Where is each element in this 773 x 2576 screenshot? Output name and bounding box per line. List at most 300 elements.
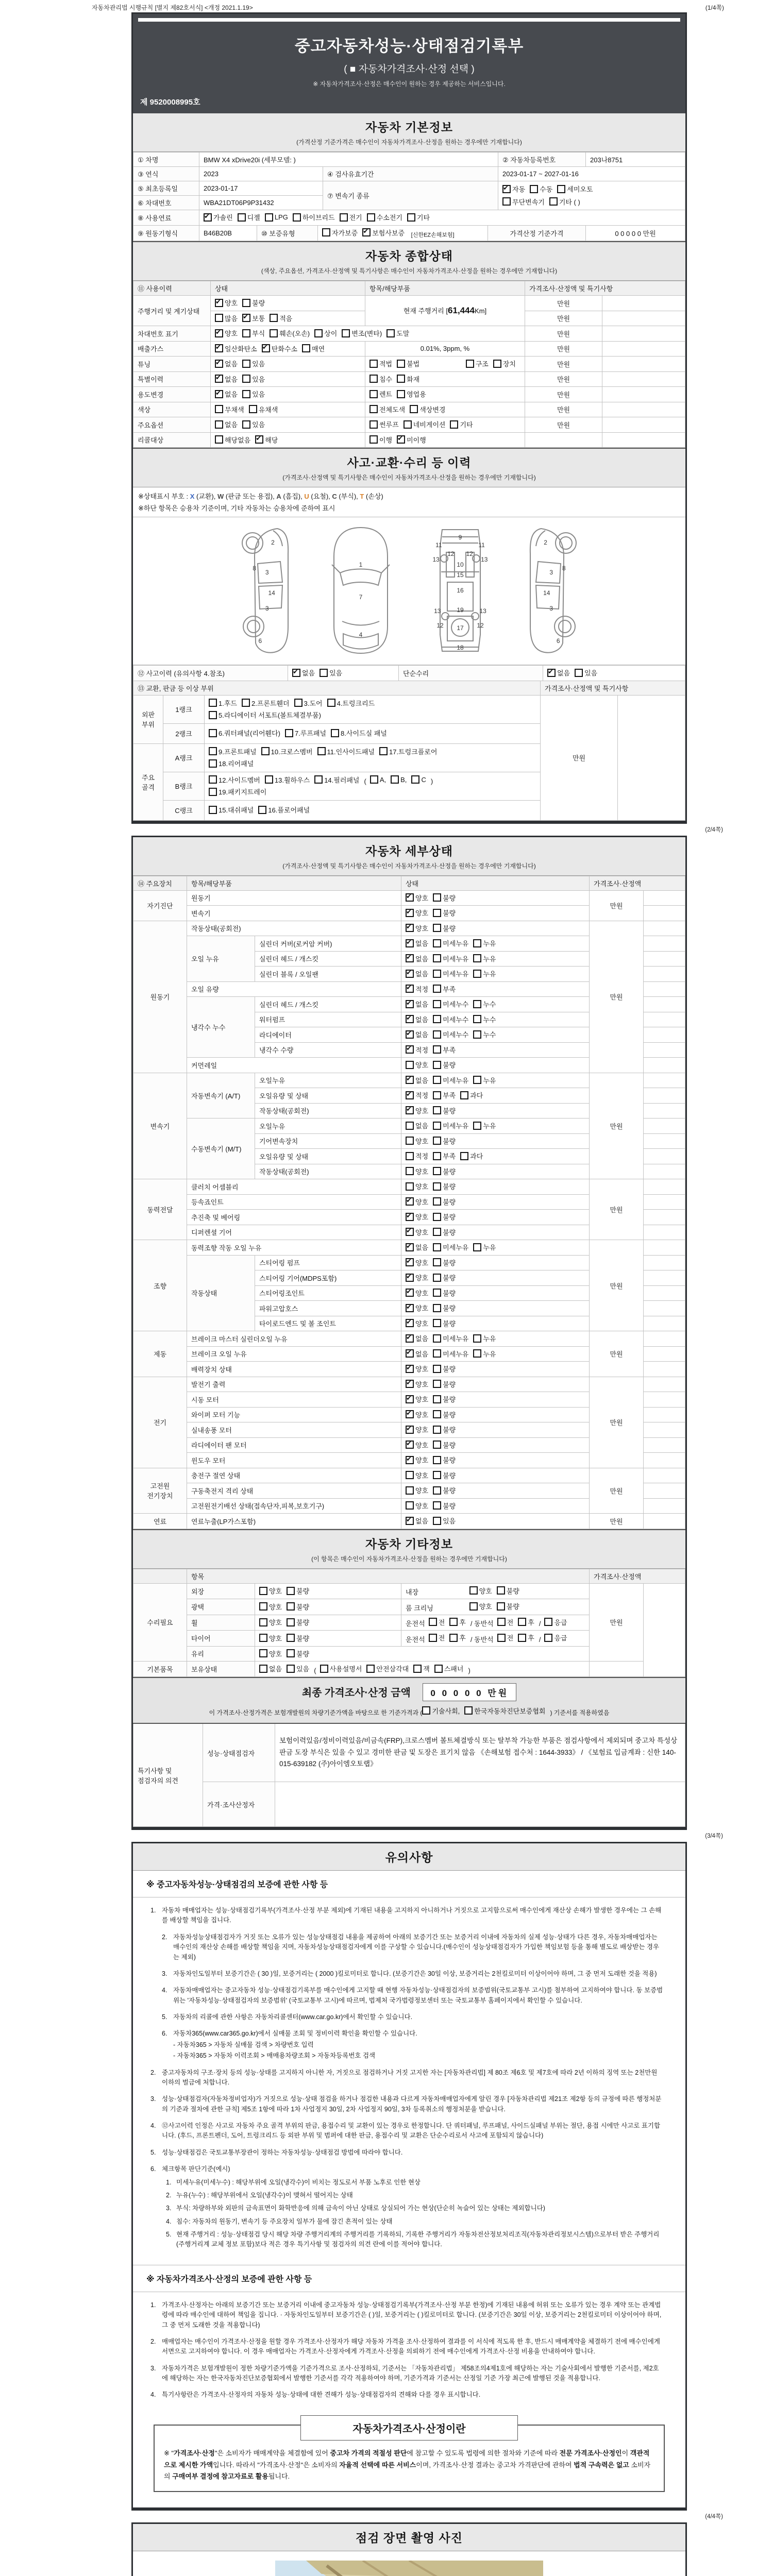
checkbox-option[interactable]: [406, 1425, 428, 1434]
checkbox-option[interactable]: [406, 938, 428, 948]
checked-checkbox-icon[interactable]: [406, 1410, 414, 1418]
checkbox-option[interactable]: [406, 923, 428, 933]
checkbox-option[interactable]: [327, 698, 375, 708]
checkbox-option[interactable]: [262, 344, 297, 353]
checkbox-option[interactable]: [391, 775, 407, 784]
unchecked-checkbox-icon[interactable]: [433, 1167, 441, 1175]
checkbox-option[interactable]: [287, 1633, 309, 1643]
checkbox-option[interactable]: [406, 908, 428, 918]
unchecked-checkbox-icon[interactable]: [433, 1517, 441, 1525]
checkbox-option[interactable]: [469, 1586, 492, 1596]
unchecked-checkbox-icon[interactable]: [433, 1213, 441, 1221]
checkbox-option[interactable]: [460, 1151, 483, 1161]
checkbox-option[interactable]: [406, 1394, 428, 1404]
unchecked-checkbox-icon[interactable]: [473, 1349, 481, 1358]
checkbox-option[interactable]: [473, 969, 496, 978]
unchecked-checkbox-icon[interactable]: [469, 1586, 478, 1595]
unchecked-checkbox-icon[interactable]: [302, 344, 310, 352]
checkbox-option[interactable]: [502, 184, 525, 194]
checked-checkbox-icon[interactable]: [406, 1304, 414, 1312]
checkbox-option[interactable]: [397, 389, 426, 399]
checkbox-option[interactable]: [530, 184, 552, 194]
checkbox-option[interactable]: [242, 698, 290, 708]
unchecked-checkbox-icon[interactable]: [433, 1000, 441, 1008]
checkbox-option[interactable]: [369, 374, 392, 384]
checkbox-option[interactable]: [204, 212, 233, 222]
unchecked-checkbox-icon[interactable]: [497, 1602, 505, 1611]
unchecked-checkbox-icon[interactable]: [209, 699, 217, 707]
checkbox-option[interactable]: [366, 1664, 409, 1673]
unchecked-checkbox-icon[interactable]: [406, 1167, 414, 1175]
checked-checkbox-icon[interactable]: [406, 1395, 414, 1403]
unchecked-checkbox-icon[interactable]: [433, 1365, 441, 1373]
checked-checkbox-icon[interactable]: [406, 1365, 414, 1373]
checked-checkbox-icon[interactable]: [362, 228, 371, 236]
checked-checkbox-icon[interactable]: [406, 1349, 414, 1358]
unchecked-checkbox-icon[interactable]: [473, 1076, 481, 1084]
checkbox-option[interactable]: [242, 313, 265, 323]
checkbox-option[interactable]: [433, 1333, 468, 1343]
unchecked-checkbox-icon[interactable]: [209, 729, 217, 737]
checked-checkbox-icon[interactable]: [406, 1319, 414, 1327]
unchecked-checkbox-icon[interactable]: [433, 1471, 441, 1479]
checkbox-option[interactable]: [215, 313, 238, 323]
checkbox-option[interactable]: [406, 1318, 428, 1328]
unchecked-checkbox-icon[interactable]: [433, 1410, 441, 1418]
checkbox-option[interactable]: [259, 1617, 282, 1627]
checkbox-option[interactable]: [544, 1617, 567, 1627]
unchecked-checkbox-icon[interactable]: [259, 1634, 267, 1642]
checkbox-option[interactable]: [433, 923, 456, 933]
unchecked-checkbox-icon[interactable]: [258, 806, 266, 814]
checkbox-option[interactable]: [259, 1602, 282, 1612]
checkbox-option[interactable]: [406, 1151, 428, 1161]
checkbox-option[interactable]: [406, 1516, 428, 1526]
unchecked-checkbox-icon[interactable]: [433, 1122, 441, 1130]
unchecked-checkbox-icon[interactable]: [544, 1618, 552, 1626]
checkbox-option[interactable]: [314, 328, 337, 338]
checkbox-option[interactable]: [406, 1242, 428, 1252]
checkbox-option[interactable]: [261, 747, 313, 756]
unchecked-checkbox-icon[interactable]: [473, 954, 481, 962]
checkbox-option[interactable]: [404, 419, 446, 429]
checkbox-option[interactable]: [433, 1197, 456, 1207]
unchecked-checkbox-icon[interactable]: [406, 1122, 414, 1130]
unchecked-checkbox-icon[interactable]: [209, 747, 217, 755]
unchecked-checkbox-icon[interactable]: [270, 329, 278, 337]
checkbox-option[interactable]: [411, 775, 426, 784]
unchecked-checkbox-icon[interactable]: [209, 775, 217, 784]
checked-checkbox-icon[interactable]: [502, 185, 511, 193]
checked-checkbox-icon[interactable]: [406, 985, 414, 993]
unchecked-checkbox-icon[interactable]: [287, 1634, 295, 1642]
checked-checkbox-icon[interactable]: [406, 1274, 414, 1282]
checkbox-option[interactable]: [450, 419, 473, 429]
unchecked-checkbox-icon[interactable]: [544, 1634, 552, 1642]
checkbox-option[interactable]: [397, 374, 419, 384]
checkbox-option[interactable]: [433, 938, 468, 948]
unchecked-checkbox-icon[interactable]: [293, 213, 301, 222]
checkbox-option[interactable]: [460, 1090, 483, 1100]
unchecked-checkbox-icon[interactable]: [242, 375, 250, 383]
unchecked-checkbox-icon[interactable]: [287, 1602, 295, 1611]
unchecked-checkbox-icon[interactable]: [369, 375, 378, 383]
unchecked-checkbox-icon[interactable]: [433, 1274, 441, 1282]
checked-checkbox-icon[interactable]: [406, 1289, 414, 1297]
unchecked-checkbox-icon[interactable]: [433, 1061, 441, 1069]
checkbox-option[interactable]: [406, 1075, 428, 1085]
unchecked-checkbox-icon[interactable]: [433, 1091, 441, 1099]
unchecked-checkbox-icon[interactable]: [320, 669, 328, 677]
checkbox-option[interactable]: [547, 668, 570, 677]
checked-checkbox-icon[interactable]: [397, 435, 405, 444]
checkbox-option[interactable]: [433, 1349, 468, 1359]
checked-checkbox-icon[interactable]: [406, 1015, 414, 1023]
checkbox-option[interactable]: [497, 1617, 514, 1627]
checkbox-option[interactable]: [215, 374, 238, 384]
unchecked-checkbox-icon[interactable]: [433, 1045, 441, 1054]
checkbox-option[interactable]: [406, 1121, 428, 1130]
unchecked-checkbox-icon[interactable]: [314, 775, 323, 784]
checkbox-option[interactable]: [433, 1106, 456, 1115]
checked-checkbox-icon[interactable]: [406, 1045, 414, 1054]
unchecked-checkbox-icon[interactable]: [433, 1289, 441, 1297]
checkbox-option[interactable]: [433, 1151, 456, 1161]
unchecked-checkbox-icon[interactable]: [369, 360, 378, 368]
unchecked-checkbox-icon[interactable]: [433, 909, 441, 917]
checkbox-option[interactable]: [406, 1212, 428, 1222]
checkbox-option[interactable]: [287, 1649, 309, 1658]
checkbox-option[interactable]: [369, 359, 392, 368]
unchecked-checkbox-icon[interactable]: [242, 699, 250, 707]
unchecked-checkbox-icon[interactable]: [270, 314, 278, 322]
checkbox-option[interactable]: [406, 1303, 428, 1313]
unchecked-checkbox-icon[interactable]: [473, 1243, 481, 1251]
checkbox-option[interactable]: [497, 1633, 514, 1642]
unchecked-checkbox-icon[interactable]: [265, 213, 273, 222]
checked-checkbox-icon[interactable]: [292, 669, 300, 677]
checkbox-option[interactable]: [433, 1288, 456, 1298]
checkbox-option[interactable]: [406, 1470, 428, 1480]
checkbox-option[interactable]: [215, 344, 257, 353]
checkbox-option[interactable]: [265, 213, 288, 222]
checkbox-option[interactable]: [433, 1014, 468, 1024]
unchecked-checkbox-icon[interactable]: [473, 1030, 481, 1039]
checkbox-option[interactable]: [433, 1090, 456, 1100]
unchecked-checkbox-icon[interactable]: [433, 954, 441, 962]
checkbox-option[interactable]: [209, 787, 266, 796]
checkbox-option[interactable]: [397, 435, 426, 445]
checked-checkbox-icon[interactable]: [255, 435, 263, 444]
unchecked-checkbox-icon[interactable]: [433, 1228, 441, 1236]
checkbox-option[interactable]: [287, 1586, 309, 1596]
checkbox-option[interactable]: [406, 1273, 428, 1282]
checkbox-option[interactable]: [259, 1664, 282, 1673]
unchecked-checkbox-icon[interactable]: [433, 1076, 441, 1084]
checkbox-option[interactable]: [433, 1121, 468, 1130]
checkbox-option[interactable]: [502, 197, 545, 207]
checked-checkbox-icon[interactable]: [215, 390, 223, 398]
checked-checkbox-icon[interactable]: [406, 1228, 414, 1236]
checkbox-option[interactable]: [406, 1364, 428, 1374]
unchecked-checkbox-icon[interactable]: [404, 420, 412, 429]
unchecked-checkbox-icon[interactable]: [209, 759, 217, 768]
unchecked-checkbox-icon[interactable]: [406, 1152, 414, 1160]
checkbox-option[interactable]: [314, 775, 359, 785]
unchecked-checkbox-icon[interactable]: [242, 390, 250, 398]
unchecked-checkbox-icon[interactable]: [369, 390, 378, 398]
checkbox-option[interactable]: [433, 1425, 456, 1434]
checkbox-option[interactable]: [209, 775, 260, 785]
unchecked-checkbox-icon[interactable]: [450, 420, 458, 429]
unchecked-checkbox-icon[interactable]: [433, 970, 441, 978]
checkbox-option[interactable]: [379, 747, 437, 756]
unchecked-checkbox-icon[interactable]: [322, 228, 330, 236]
checkbox-option[interactable]: [464, 1706, 545, 1716]
checkbox-option[interactable]: [406, 954, 428, 963]
checkbox-option[interactable]: [518, 1633, 534, 1642]
unchecked-checkbox-icon[interactable]: [386, 329, 395, 337]
checkbox-option[interactable]: [322, 228, 358, 238]
checkbox-option[interactable]: [433, 1485, 456, 1495]
checkbox-option[interactable]: [406, 1045, 428, 1055]
checkbox-option[interactable]: [209, 710, 321, 720]
checkbox-option[interactable]: [259, 1586, 282, 1596]
unchecked-checkbox-icon[interactable]: [473, 1122, 481, 1130]
checkbox-option[interactable]: [294, 698, 323, 708]
unchecked-checkbox-icon[interactable]: [433, 1501, 441, 1510]
unchecked-checkbox-icon[interactable]: [429, 1634, 437, 1642]
checkbox-option[interactable]: [259, 1649, 282, 1658]
unchecked-checkbox-icon[interactable]: [320, 1665, 328, 1673]
checkbox-option[interactable]: [493, 359, 516, 368]
checkbox-option[interactable]: [422, 1706, 460, 1716]
checkbox-option[interactable]: [406, 984, 428, 994]
checkbox-option[interactable]: [215, 419, 238, 429]
checkbox-option[interactable]: [406, 1136, 428, 1146]
checked-checkbox-icon[interactable]: [215, 375, 223, 383]
checkbox-option[interactable]: [406, 1333, 428, 1343]
unchecked-checkbox-icon[interactable]: [433, 1106, 441, 1114]
checked-checkbox-icon[interactable]: [406, 1243, 414, 1251]
unchecked-checkbox-icon[interactable]: [497, 1618, 506, 1626]
checkbox-option[interactable]: [215, 359, 238, 368]
checked-checkbox-icon[interactable]: [406, 954, 414, 962]
unchecked-checkbox-icon[interactable]: [249, 405, 257, 413]
checkbox-option[interactable]: [449, 1617, 466, 1627]
checked-checkbox-icon[interactable]: [406, 893, 414, 902]
unchecked-checkbox-icon[interactable]: [406, 1182, 414, 1191]
checkbox-option[interactable]: [370, 775, 386, 784]
checkbox-option[interactable]: [406, 1485, 428, 1495]
checkbox-option[interactable]: [433, 1455, 456, 1465]
checkbox-option[interactable]: [406, 1455, 428, 1465]
checkbox-option[interactable]: [433, 969, 468, 978]
checkbox-option[interactable]: [342, 328, 382, 338]
checked-checkbox-icon[interactable]: [215, 360, 223, 368]
checked-checkbox-icon[interactable]: [406, 909, 414, 917]
unchecked-checkbox-icon[interactable]: [473, 1334, 481, 1343]
unchecked-checkbox-icon[interactable]: [433, 1182, 441, 1191]
unchecked-checkbox-icon[interactable]: [242, 329, 250, 337]
unchecked-checkbox-icon[interactable]: [411, 775, 419, 784]
checkbox-option[interactable]: [209, 805, 254, 815]
checkbox-option[interactable]: [287, 1602, 309, 1612]
checkbox-option[interactable]: [433, 1060, 456, 1070]
unchecked-checkbox-icon[interactable]: [287, 1587, 295, 1595]
unchecked-checkbox-icon[interactable]: [215, 314, 223, 322]
unchecked-checkbox-icon[interactable]: [406, 1486, 414, 1495]
unchecked-checkbox-icon[interactable]: [433, 1197, 441, 1206]
checkbox-option[interactable]: [544, 1633, 567, 1642]
checkbox-option[interactable]: [473, 1333, 496, 1343]
unchecked-checkbox-icon[interactable]: [433, 1349, 441, 1358]
unchecked-checkbox-icon[interactable]: [433, 1319, 441, 1327]
checkbox-option[interactable]: [406, 1029, 428, 1039]
checked-checkbox-icon[interactable]: [262, 344, 270, 352]
unchecked-checkbox-icon[interactable]: [449, 1634, 458, 1642]
unchecked-checkbox-icon[interactable]: [340, 213, 348, 222]
checkbox-option[interactable]: [473, 1349, 496, 1359]
checkbox-option[interactable]: [433, 1045, 456, 1055]
checkbox-option[interactable]: [433, 984, 456, 994]
checkbox-option[interactable]: [242, 374, 265, 384]
unchecked-checkbox-icon[interactable]: [473, 1015, 481, 1023]
unchecked-checkbox-icon[interactable]: [259, 1587, 267, 1595]
unchecked-checkbox-icon[interactable]: [433, 924, 441, 932]
unchecked-checkbox-icon[interactable]: [433, 1380, 441, 1388]
unchecked-checkbox-icon[interactable]: [242, 420, 250, 429]
checkbox-option[interactable]: [433, 1273, 456, 1282]
unchecked-checkbox-icon[interactable]: [497, 1634, 506, 1642]
checkbox-option[interactable]: [433, 1227, 456, 1237]
checkbox-option[interactable]: [473, 954, 496, 963]
unchecked-checkbox-icon[interactable]: [433, 985, 441, 993]
unchecked-checkbox-icon[interactable]: [449, 1618, 458, 1626]
unchecked-checkbox-icon[interactable]: [342, 329, 350, 337]
checkbox-option[interactable]: [270, 328, 310, 338]
checkbox-option[interactable]: [293, 212, 335, 222]
unchecked-checkbox-icon[interactable]: [433, 1395, 441, 1403]
checkbox-option[interactable]: [433, 1258, 456, 1267]
unchecked-checkbox-icon[interactable]: [473, 970, 481, 978]
checked-checkbox-icon[interactable]: [406, 1258, 414, 1266]
unchecked-checkbox-icon[interactable]: [473, 1000, 481, 1008]
checkbox-option[interactable]: [413, 1664, 430, 1673]
checked-checkbox-icon[interactable]: [406, 1456, 414, 1464]
checkbox-option[interactable]: [215, 389, 238, 399]
checked-checkbox-icon[interactable]: [204, 213, 212, 222]
unchecked-checkbox-icon[interactable]: [259, 1665, 267, 1673]
checkbox-option[interactable]: [406, 1501, 428, 1511]
checkbox-option[interactable]: [406, 1090, 428, 1100]
checkbox-option[interactable]: [410, 404, 445, 414]
unchecked-checkbox-icon[interactable]: [406, 1061, 414, 1069]
checkbox-option[interactable]: [433, 1470, 456, 1480]
checked-checkbox-icon[interactable]: [406, 924, 414, 932]
unchecked-checkbox-icon[interactable]: [460, 1152, 468, 1160]
checkbox-option[interactable]: [469, 1601, 492, 1611]
unchecked-checkbox-icon[interactable]: [209, 711, 217, 719]
checkbox-option[interactable]: [433, 1212, 456, 1222]
checkbox-option[interactable]: [340, 212, 362, 222]
unchecked-checkbox-icon[interactable]: [466, 360, 474, 368]
checked-checkbox-icon[interactable]: [406, 1091, 414, 1099]
unchecked-checkbox-icon[interactable]: [433, 1456, 441, 1464]
checkbox-option[interactable]: [433, 1501, 456, 1511]
unchecked-checkbox-icon[interactable]: [261, 747, 270, 755]
checkbox-option[interactable]: [433, 1318, 456, 1328]
checkbox-option[interactable]: [255, 435, 278, 445]
unchecked-checkbox-icon[interactable]: [294, 699, 303, 707]
checkbox-option[interactable]: [518, 1617, 534, 1627]
unchecked-checkbox-icon[interactable]: [406, 1137, 414, 1145]
checkbox-option[interactable]: [473, 938, 496, 948]
unchecked-checkbox-icon[interactable]: [433, 1486, 441, 1495]
checkbox-option[interactable]: [433, 1303, 456, 1313]
checkbox-option[interactable]: [406, 1440, 428, 1450]
checkbox-option[interactable]: [433, 1242, 468, 1252]
unchecked-checkbox-icon[interactable]: [410, 405, 418, 413]
checkbox-option[interactable]: [433, 1075, 468, 1085]
unchecked-checkbox-icon[interactable]: [433, 1304, 441, 1312]
checkbox-option[interactable]: [433, 1440, 456, 1450]
checkbox-option[interactable]: [406, 1227, 428, 1237]
checkbox-option[interactable]: [238, 212, 260, 222]
checkbox-option[interactable]: [549, 197, 580, 207]
checkbox-option[interactable]: [249, 404, 278, 414]
unchecked-checkbox-icon[interactable]: [433, 1137, 441, 1145]
checked-checkbox-icon[interactable]: [406, 1380, 414, 1388]
unchecked-checkbox-icon[interactable]: [369, 405, 378, 413]
unchecked-checkbox-icon[interactable]: [518, 1634, 526, 1642]
unchecked-checkbox-icon[interactable]: [379, 747, 388, 755]
checkbox-option[interactable]: [433, 1364, 456, 1374]
unchecked-checkbox-icon[interactable]: [259, 1602, 267, 1611]
checkbox-option[interactable]: [433, 908, 456, 918]
unchecked-checkbox-icon[interactable]: [433, 1152, 441, 1160]
checkbox-option[interactable]: [473, 1014, 496, 1024]
checkbox-option[interactable]: [242, 359, 265, 368]
checkbox-option[interactable]: [406, 1166, 428, 1176]
unchecked-checkbox-icon[interactable]: [209, 788, 217, 796]
unchecked-checkbox-icon[interactable]: [422, 1706, 430, 1715]
checked-checkbox-icon[interactable]: [406, 1030, 414, 1039]
unchecked-checkbox-icon[interactable]: [413, 1665, 422, 1673]
checkbox-option[interactable]: [433, 1029, 468, 1039]
checkbox-option[interactable]: [242, 389, 265, 399]
checkbox-option[interactable]: [265, 775, 310, 785]
checked-checkbox-icon[interactable]: [215, 329, 223, 337]
checkbox-option[interactable]: [466, 359, 489, 368]
checkbox-option[interactable]: [209, 758, 254, 768]
unchecked-checkbox-icon[interactable]: [493, 360, 501, 368]
unchecked-checkbox-icon[interactable]: [265, 775, 273, 784]
unchecked-checkbox-icon[interactable]: [406, 1471, 414, 1479]
checkbox-option[interactable]: [433, 1394, 456, 1404]
checked-checkbox-icon[interactable]: [215, 344, 223, 352]
checkbox-option[interactable]: [473, 1075, 496, 1085]
unchecked-checkbox-icon[interactable]: [209, 806, 217, 814]
unchecked-checkbox-icon[interactable]: [530, 185, 538, 193]
unchecked-checkbox-icon[interactable]: [469, 1602, 478, 1611]
checkbox-option[interactable]: [287, 1664, 309, 1673]
unchecked-checkbox-icon[interactable]: [433, 939, 441, 947]
checkbox-option[interactable]: [433, 1181, 456, 1191]
checkbox-option[interactable]: [369, 419, 399, 429]
checked-checkbox-icon[interactable]: [406, 939, 414, 947]
checkbox-option[interactable]: [433, 1516, 456, 1526]
